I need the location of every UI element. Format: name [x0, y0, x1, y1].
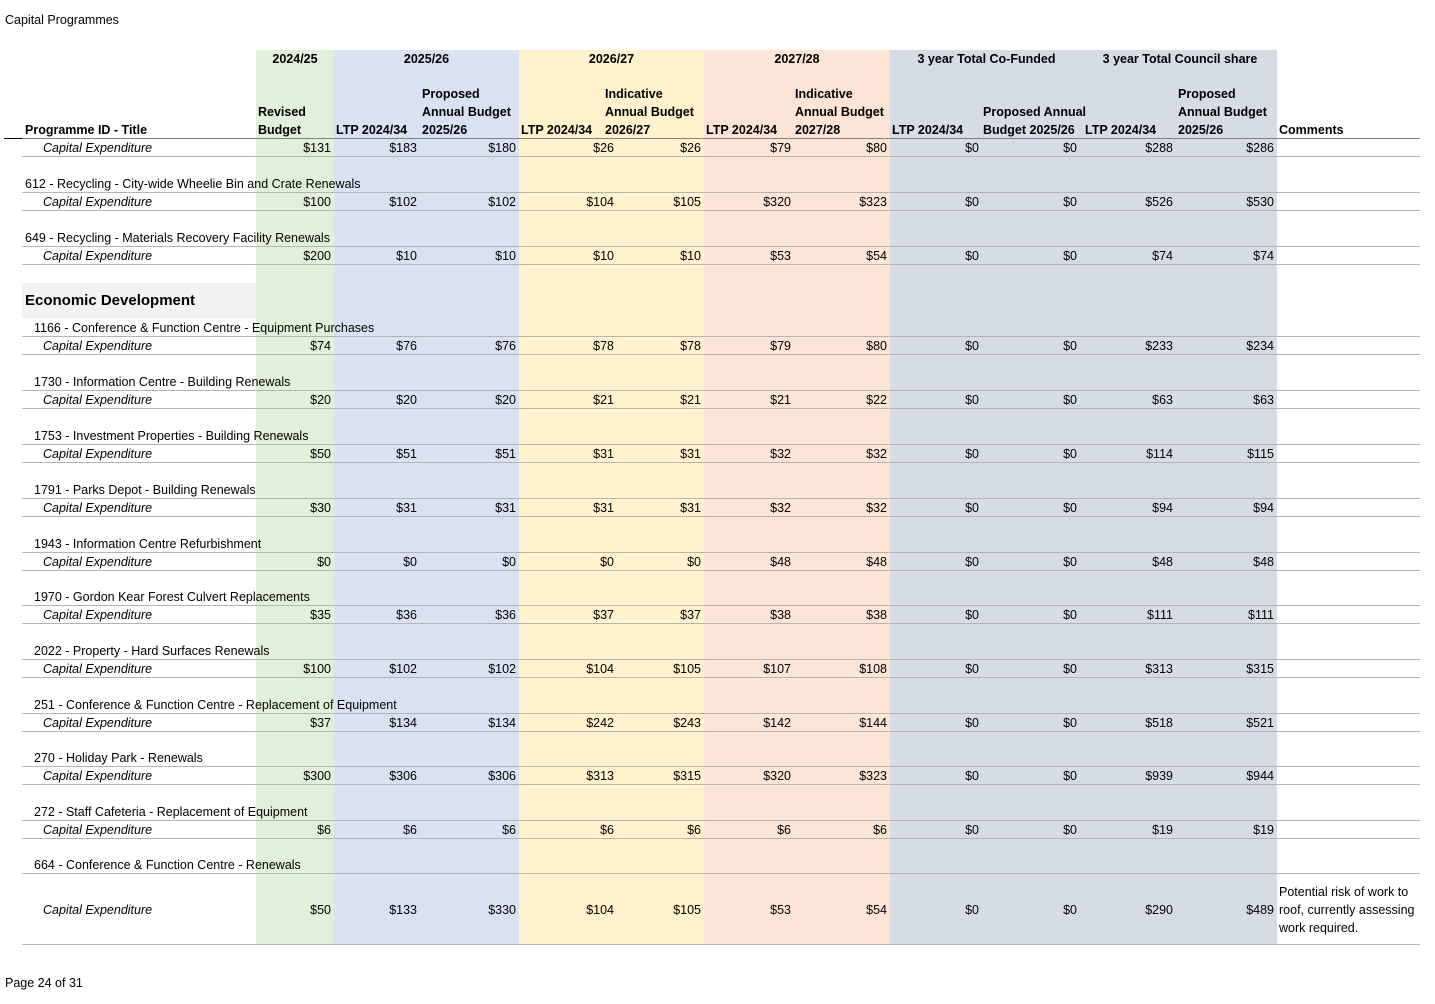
row-label: Capital Expenditure — [43, 903, 153, 917]
value-ltp-2627: $104 — [586, 662, 614, 676]
value-revised-2425: $100 — [303, 662, 331, 676]
row-label: Capital Expenditure — [43, 195, 153, 209]
value-ib-2728: $54 — [866, 249, 887, 263]
col-header-cs-ltp: LTP 2024/34 — [1085, 123, 1157, 137]
programme-title: 664 - Conference & Function Centre - Renewals — [34, 858, 301, 872]
value-ab-2526: $20 — [495, 393, 516, 407]
programme-title: 1753 - Investment Properties - Building Renewals — [34, 429, 309, 443]
value-ltp-2526: $102 — [389, 195, 417, 209]
value-cf-ab: $0 — [1063, 501, 1077, 515]
value-revised-2425: $50 — [310, 903, 331, 917]
value-revised-2425: $6 — [317, 823, 331, 837]
value-ltp-2526: $36 — [396, 608, 417, 622]
row-divider — [22, 570, 1420, 571]
row-divider — [22, 731, 1420, 732]
value-ib-2728: $6 — [873, 823, 887, 837]
col-header-ib-2627-l2: Annual Budget — [605, 105, 694, 119]
value-cf-ltp: $0 — [965, 501, 979, 515]
value-ltp-2728: $53 — [770, 903, 791, 917]
value-cf-ab: $0 — [1063, 141, 1077, 155]
value-ib-2627: $105 — [673, 195, 701, 209]
value-ib-2728: $144 — [859, 716, 887, 730]
col-header-ltp-2728: LTP 2024/34 — [706, 123, 778, 137]
value-ib-2728: $48 — [866, 555, 887, 569]
year-header-2027-28: 2027/28 — [774, 52, 820, 66]
value-ltp-2526: $31 — [396, 501, 417, 515]
row-divider — [22, 659, 1420, 660]
value-revised-2425: $0 — [317, 555, 331, 569]
row-divider — [22, 498, 1420, 499]
value-ltp-2526: $0 — [403, 555, 417, 569]
value-ltp-2627: $6 — [600, 823, 614, 837]
year-header-cofunded: 3 year Total Co-Funded — [917, 52, 1056, 66]
row-divider — [22, 552, 1420, 553]
value-ab-2526: $102 — [488, 195, 516, 209]
row-divider — [22, 264, 1420, 265]
row-label: Capital Expenditure — [43, 823, 153, 837]
row-divider — [22, 820, 1420, 821]
row-divider — [22, 623, 1420, 624]
value-cs-ab: $489 — [1246, 903, 1274, 917]
col-header-ltp-2526: LTP 2024/34 — [336, 123, 408, 137]
value-ib-2728: $80 — [866, 339, 887, 353]
value-cs-ab: $19 — [1253, 823, 1274, 837]
value-cs-ltp: $526 — [1145, 195, 1173, 209]
value-ib-2728: $323 — [859, 195, 887, 209]
value-cf-ab: $0 — [1063, 823, 1077, 837]
value-ltp-2627: $26 — [593, 141, 614, 155]
value-ltp-2728: $21 — [770, 393, 791, 407]
row-label: Capital Expenditure — [43, 447, 153, 461]
value-ib-2627: $31 — [680, 501, 701, 515]
value-cf-ltp: $0 — [965, 555, 979, 569]
value-cf-ltp: $0 — [965, 393, 979, 407]
value-cf-ab: $0 — [1063, 608, 1077, 622]
value-ltp-2728: $38 — [770, 608, 791, 622]
value-ib-2627: $37 — [680, 608, 701, 622]
value-cf-ab: $0 — [1063, 249, 1077, 263]
value-ltp-2627: $31 — [593, 501, 614, 515]
value-cs-ab: $315 — [1246, 662, 1274, 676]
row-divider — [22, 462, 1420, 463]
programme-title: 270 - Holiday Park - Renewals — [34, 751, 203, 765]
value-cs-ltp: $288 — [1145, 141, 1173, 155]
programme-title: 1970 - Gordon Kear Forest Culvert Replacements — [34, 590, 310, 604]
programme-title: 649 - Recycling - Materials Recovery Facility Renewals — [25, 231, 330, 245]
value-ltp-2728: $142 — [763, 716, 791, 730]
value-ltp-2728: $320 — [763, 769, 791, 783]
value-ltp-2526: $134 — [389, 716, 417, 730]
value-cf-ltp: $0 — [965, 716, 979, 730]
value-revised-2425: $200 — [303, 249, 331, 263]
value-cs-ltp: $939 — [1145, 769, 1173, 783]
value-cf-ltp: $0 — [965, 903, 979, 917]
row-divider — [22, 784, 1420, 785]
value-cs-ab: $63 — [1253, 393, 1274, 407]
value-ib-2728: $108 — [859, 662, 887, 676]
value-ab-2526: $330 — [488, 903, 516, 917]
row-divider — [22, 156, 1420, 157]
col-header-ib-2728-l1: Indicative — [795, 87, 853, 101]
value-cf-ab: $0 — [1063, 555, 1077, 569]
programme-title: 1730 - Information Centre - Building Renewals — [34, 375, 291, 389]
value-cs-ltp: $19 — [1152, 823, 1173, 837]
row-divider — [22, 516, 1420, 517]
value-ltp-2728: $48 — [770, 555, 791, 569]
col-header-ib-2728-l3: 2027/28 — [795, 123, 841, 137]
value-ib-2728: $38 — [866, 608, 887, 622]
programme-title: 1791 - Parks Depot - Building Renewals — [34, 483, 256, 497]
value-ltp-2728: $32 — [770, 447, 791, 461]
value-ib-2627: $105 — [673, 903, 701, 917]
value-ltp-2627: $37 — [593, 608, 614, 622]
value-cs-ab: $111 — [1248, 608, 1274, 622]
value-revised-2425: $74 — [310, 339, 331, 353]
row-divider — [22, 677, 1420, 678]
value-ltp-2627: $104 — [586, 195, 614, 209]
value-ib-2728: $32 — [866, 447, 887, 461]
value-ltp-2526: $102 — [389, 662, 417, 676]
value-revised-2425: $131 — [303, 141, 331, 155]
col-header-cs-ab-l3: 2025/26 — [1178, 123, 1224, 137]
value-ab-2526: $102 — [488, 662, 516, 676]
value-ib-2627: $105 — [673, 662, 701, 676]
value-ltp-2627: $313 — [586, 769, 614, 783]
value-ib-2627: $26 — [680, 141, 701, 155]
value-ltp-2728: $53 — [770, 249, 791, 263]
value-cs-ltp: $111 — [1147, 608, 1173, 622]
value-cs-ab: $944 — [1246, 769, 1274, 783]
value-ltp-2627: $0 — [600, 555, 614, 569]
value-ltp-2526: $306 — [389, 769, 417, 783]
year-header-2024-25: 2024/25 — [272, 52, 318, 66]
programme-title: 1943 - Information Centre Refurbishment — [34, 537, 262, 551]
value-cs-ab: $115 — [1247, 447, 1274, 461]
col-header-cf-ab-l2: Budget 2025/26 — [983, 123, 1075, 137]
programme-title: 272 - Staff Cafeteria - Replacement of Equipment — [34, 805, 308, 819]
col-header-revised-l2: Budget — [258, 123, 302, 137]
value-cf-ltp: $0 — [965, 195, 979, 209]
programme-title: 1166 - Conference & Function Centre - Equipment Purchases — [34, 321, 375, 335]
row-label: Capital Expenditure — [43, 393, 153, 407]
value-revised-2425: $50 — [310, 447, 331, 461]
value-cs-ltp: $74 — [1152, 249, 1173, 263]
col-header-cf-ltp: LTP 2024/34 — [892, 123, 964, 137]
value-cs-ab: $74 — [1253, 249, 1274, 263]
value-cf-ltp: $0 — [965, 249, 979, 263]
value-ltp-2728: $79 — [770, 339, 791, 353]
value-ab-2526: $31 — [495, 501, 516, 515]
value-cs-ltp: $48 — [1152, 555, 1173, 569]
row-label: Capital Expenditure — [43, 555, 153, 569]
value-ltp-2728: $107 — [763, 662, 791, 676]
col-header-cs-ab-l1: Proposed — [1178, 87, 1236, 101]
value-ib-2627: $78 — [680, 339, 701, 353]
row-divider — [22, 192, 1420, 193]
value-cs-ltp: $94 — [1152, 501, 1173, 515]
value-cs-ab: $48 — [1253, 555, 1274, 569]
value-cs-ltp: $63 — [1152, 393, 1173, 407]
value-ab-2526: $306 — [488, 769, 516, 783]
value-ltp-2526: $183 — [389, 141, 417, 155]
row-label: Capital Expenditure — [43, 501, 153, 515]
value-cf-ab: $0 — [1063, 339, 1077, 353]
programme-title: 2022 - Property - Hard Surfaces Renewals — [34, 644, 270, 658]
col-header-ab-2526-l1: Proposed — [422, 87, 480, 101]
col-header-ab-2526-l3: 2025/26 — [422, 123, 468, 137]
col-header-cf-ab-l1: Proposed Annual — [983, 105, 1087, 119]
value-cf-ltp: $0 — [965, 141, 979, 155]
row-label: Capital Expenditure — [43, 716, 153, 730]
row-label: Capital Expenditure — [43, 608, 153, 622]
value-cf-ab: $0 — [1063, 393, 1077, 407]
value-cs-ltp: $313 — [1145, 662, 1173, 676]
value-ab-2526: $36 — [495, 608, 516, 622]
value-ib-2627: $31 — [680, 447, 701, 461]
page-footer: Page 24 of 31 — [5, 976, 83, 990]
section-title: Economic Development — [25, 292, 196, 309]
value-ltp-2627: $21 — [593, 393, 614, 407]
value-ltp-2526: $76 — [396, 339, 417, 353]
value-ib-2627: $0 — [687, 555, 701, 569]
row-divider — [22, 444, 1420, 445]
value-cs-ltp: $518 — [1145, 716, 1173, 730]
row-divider — [22, 390, 1420, 391]
value-cf-ltp: $0 — [965, 769, 979, 783]
page-header: Capital Programmes — [5, 13, 119, 27]
value-cs-ltp: $290 — [1145, 903, 1173, 917]
row-label: Capital Expenditure — [43, 662, 153, 676]
row-divider — [22, 246, 1420, 247]
value-revised-2425: $35 — [310, 608, 331, 622]
row-label: Capital Expenditure — [43, 769, 153, 783]
value-cf-ltp: $0 — [965, 339, 979, 353]
value-ib-2627: $315 — [673, 769, 701, 783]
value-cf-ltp: $0 — [965, 823, 979, 837]
value-revised-2425: $30 — [310, 501, 331, 515]
value-ab-2526: $134 — [488, 716, 516, 730]
row-label: Capital Expenditure — [43, 339, 153, 353]
value-cs-ab: $94 — [1253, 501, 1274, 515]
value-ab-2526: $180 — [488, 141, 516, 155]
value-revised-2425: $100 — [303, 195, 331, 209]
row-divider — [22, 336, 1420, 337]
value-ib-2728: $54 — [866, 903, 887, 917]
value-cs-ab: $286 — [1246, 141, 1274, 155]
year-header-2026-27: 2026/27 — [588, 52, 635, 66]
value-cf-ab: $0 — [1063, 195, 1077, 209]
value-ltp-2526: $20 — [396, 393, 417, 407]
value-ltp-2627: $10 — [593, 249, 614, 263]
value-ab-2526: $0 — [502, 555, 516, 569]
value-cf-ab: $0 — [1063, 903, 1077, 917]
row-divider — [22, 210, 1420, 211]
col-header-comments: Comments — [1279, 123, 1344, 137]
value-ib-2728: $32 — [866, 501, 887, 515]
value-ib-2627: $10 — [680, 249, 701, 263]
comment-cell: Potential risk of work to roof, currently assessing work required. — [1279, 885, 1415, 935]
value-ltp-2526: $6 — [403, 823, 417, 837]
value-ltp-2526: $10 — [396, 249, 417, 263]
value-cf-ab: $0 — [1063, 716, 1077, 730]
margin-tick — [4, 138, 22, 139]
programme-title: 612 - Recycling - City-wide Wheelie Bin and Crate Renewals — [25, 177, 361, 191]
value-ab-2526: $6 — [502, 823, 516, 837]
value-cs-ltp: $233 — [1145, 339, 1173, 353]
value-ltp-2728: $32 — [770, 501, 791, 515]
value-ib-2627: $6 — [687, 823, 701, 837]
value-ab-2526: $76 — [495, 339, 516, 353]
col-header-cs-ab-l2: Annual Budget — [1178, 105, 1267, 119]
programme-title: 251 - Conference & Function Centre - Replacement of Equipment — [34, 698, 397, 712]
value-ib-2728: $323 — [859, 769, 887, 783]
value-cs-ab: $234 — [1246, 339, 1274, 353]
value-ltp-2728: $320 — [763, 195, 791, 209]
row-divider — [22, 138, 1420, 139]
value-ltp-2728: $79 — [770, 141, 791, 155]
value-cf-ltp: $0 — [965, 608, 979, 622]
col-header-programme: Programme ID - Title — [25, 123, 148, 137]
value-ab-2526: $10 — [495, 249, 516, 263]
col-header-ib-2728-l2: Annual Budget — [795, 105, 884, 119]
value-ltp-2526: $51 — [396, 447, 417, 461]
row-divider — [22, 408, 1420, 409]
value-ab-2526: $51 — [495, 447, 516, 461]
row-divider — [22, 766, 1420, 767]
row-divider — [22, 838, 1420, 839]
col-header-ltp-2627: LTP 2024/34 — [521, 123, 593, 137]
value-cf-ltp: $0 — [965, 447, 979, 461]
value-ltp-2627: $104 — [586, 903, 614, 917]
value-ib-2728: $22 — [866, 393, 887, 407]
value-ib-2627: $21 — [680, 393, 701, 407]
row-divider — [22, 713, 1420, 714]
row-divider — [22, 354, 1420, 355]
value-revised-2425: $300 — [303, 769, 331, 783]
value-ltp-2627: $242 — [586, 716, 614, 730]
value-revised-2425: $37 — [310, 716, 331, 730]
value-ltp-2627: $31 — [593, 447, 614, 461]
row-divider — [22, 944, 1420, 945]
year-header-2025-26: 2025/26 — [403, 52, 450, 66]
value-cs-ab: $530 — [1246, 195, 1274, 209]
value-cf-ltp: $0 — [965, 662, 979, 676]
value-cf-ab: $0 — [1063, 769, 1077, 783]
value-ltp-2627: $78 — [593, 339, 614, 353]
value-ib-2627: $243 — [673, 716, 701, 730]
value-cf-ab: $0 — [1063, 447, 1077, 461]
row-divider — [22, 873, 1420, 874]
value-ltp-2728: $6 — [777, 823, 791, 837]
col-header-ab-2526-l2: Annual Budget — [422, 105, 511, 119]
row-label: Capital Expenditure — [43, 249, 153, 263]
row-divider — [22, 605, 1420, 606]
row-label: Capital Expenditure — [43, 141, 153, 155]
value-cs-ltp: $114 — [1146, 447, 1173, 461]
value-revised-2425: $20 — [310, 393, 331, 407]
col-header-revised-l1: Revised — [258, 105, 306, 119]
value-ib-2728: $80 — [866, 141, 887, 155]
value-cf-ab: $0 — [1063, 662, 1077, 676]
value-ltp-2526: $133 — [389, 903, 417, 917]
value-cs-ab: $521 — [1246, 716, 1274, 730]
year-header-council-share: 3 year Total Council share — [1102, 52, 1258, 66]
col-header-ib-2627-l3: 2026/27 — [605, 123, 651, 137]
col-header-ib-2627-l1: Indicative — [605, 87, 663, 101]
